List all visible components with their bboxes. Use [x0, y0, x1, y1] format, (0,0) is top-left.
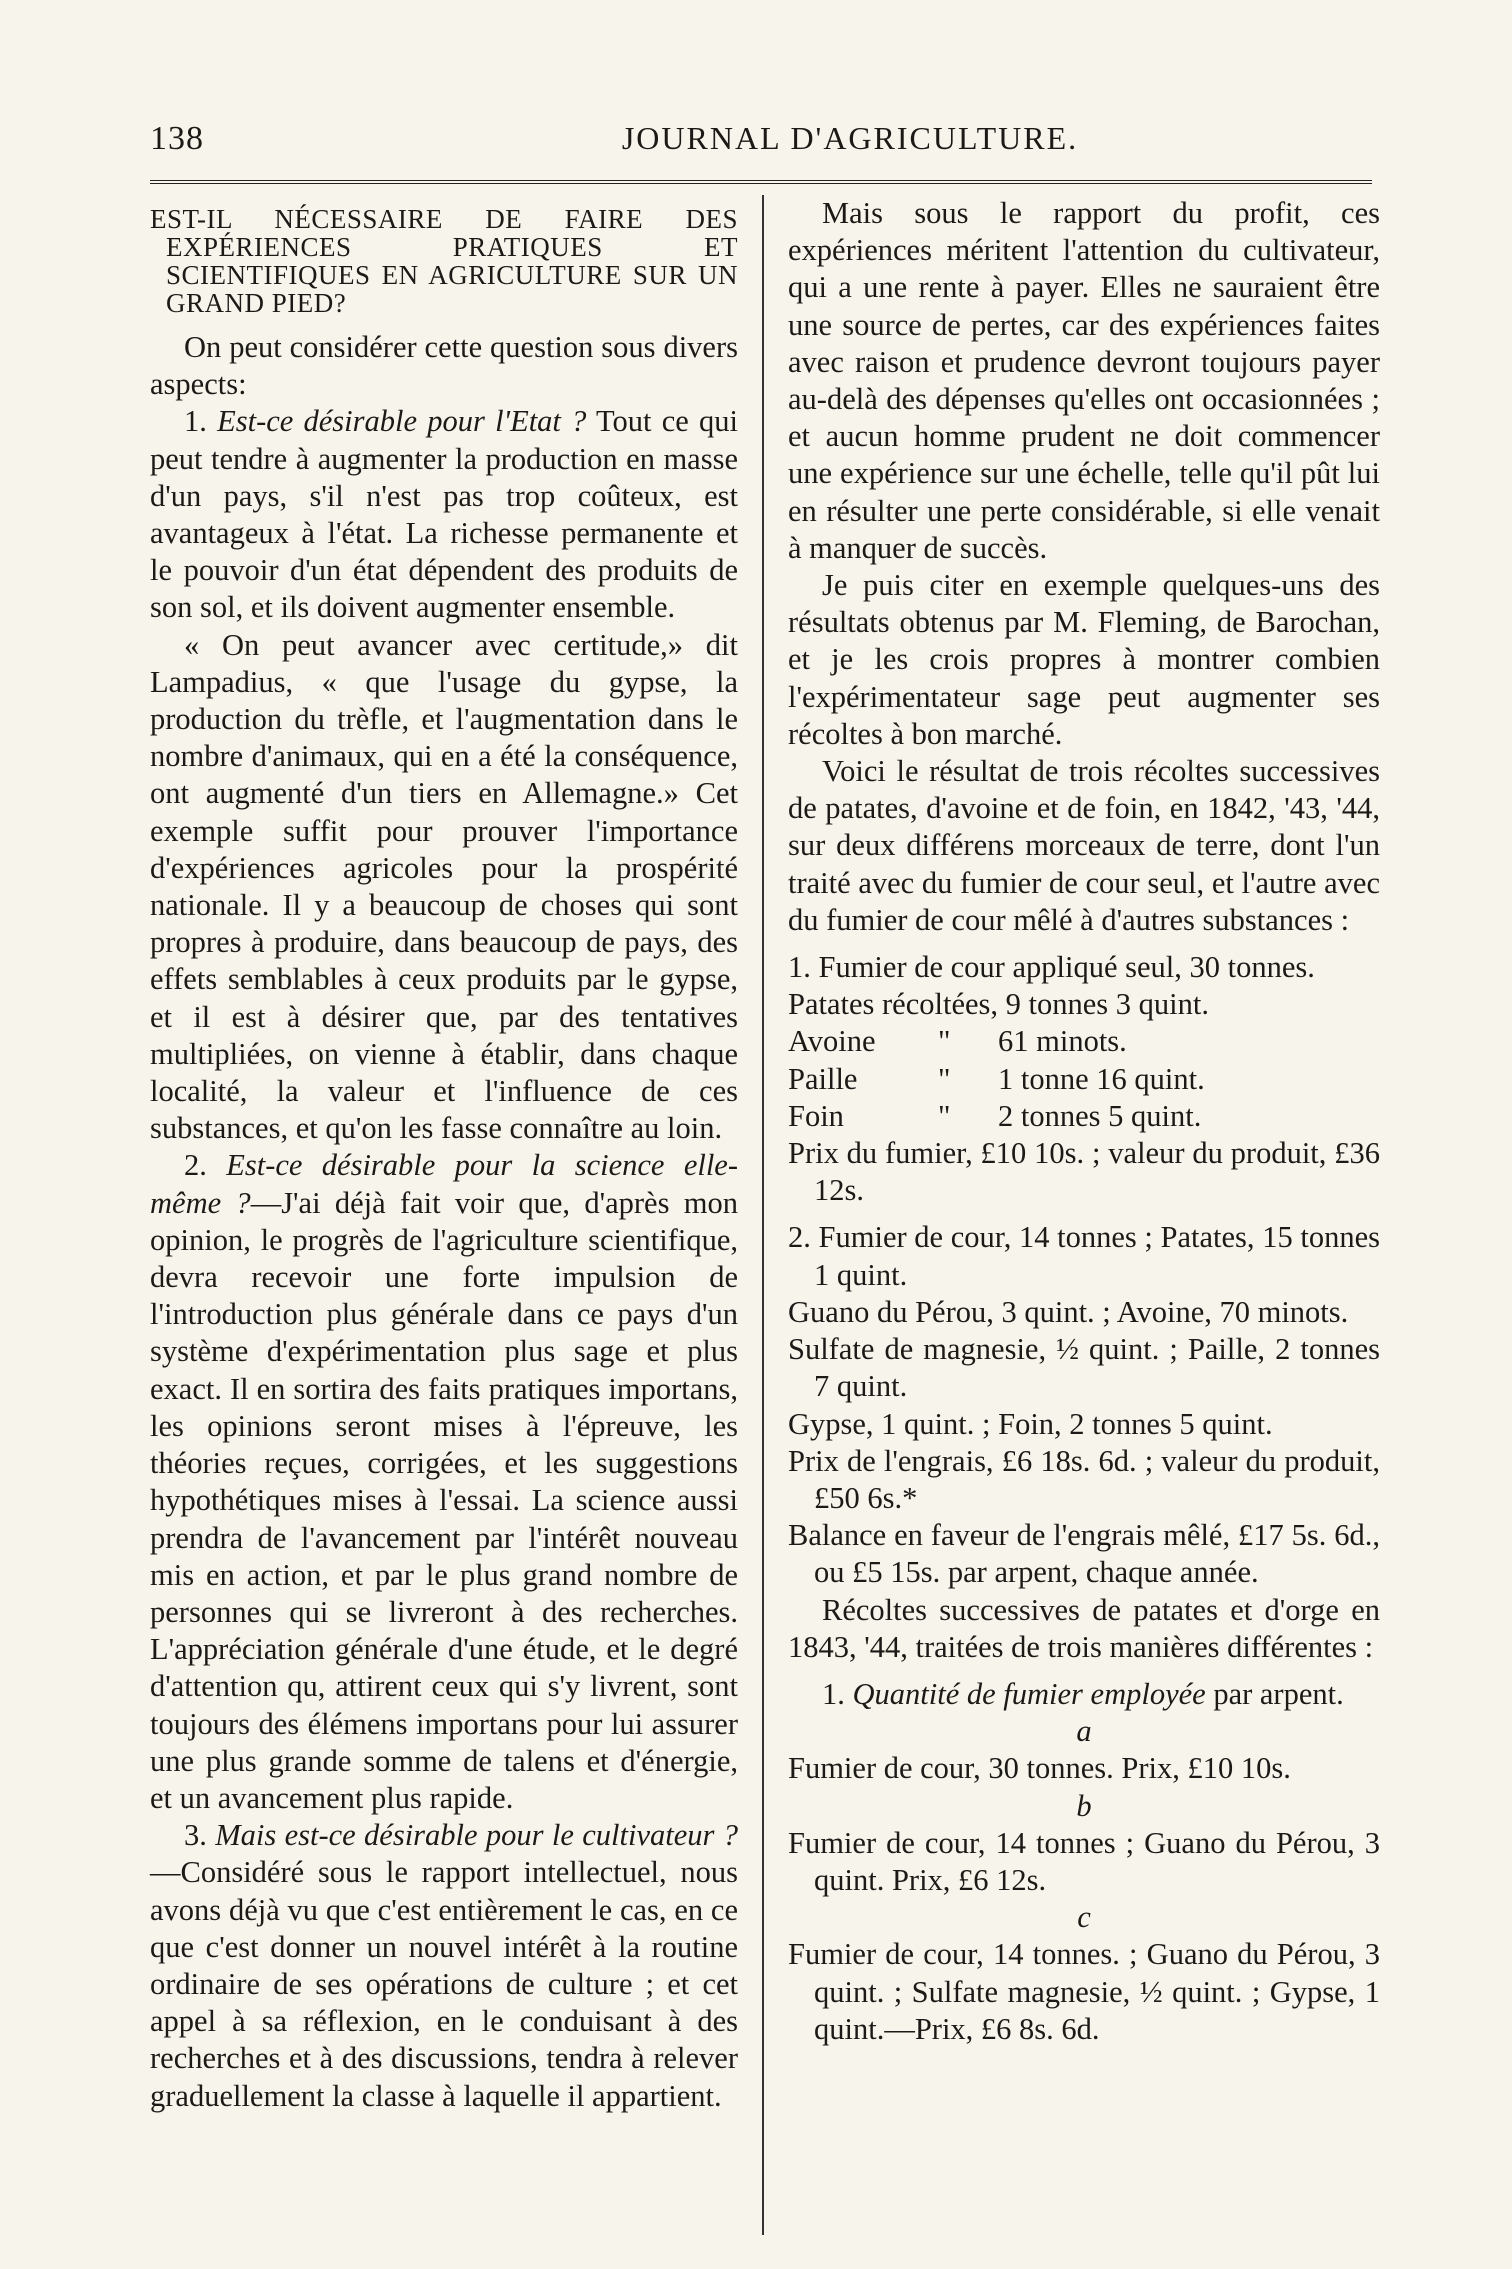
section-number: 3. [184, 1818, 216, 1853]
crop-line: Patates récoltées, 9 tonnes 3 quint. [788, 987, 1209, 1022]
paragraph: On peut considérer cette question sous divers aspects: [150, 330, 738, 402]
variant-letter: a [1076, 1714, 1092, 1749]
ditto-mark: " [938, 1061, 951, 1096]
crop-value: 2 tonnes 5 quint. [998, 1098, 1202, 1133]
page-header [150, 112, 1380, 172]
variant-text: Fumier de cour, 14 tonnes. ; Guano du Pérou, 3 quint. ; Sulfate magnesie, ½ quint. ; Gypse, 1 quint.—Prix, £6 8s. 6d. [788, 1937, 1380, 2046]
crop-row [788, 1023, 1380, 1060]
list-item: 2. Fumier de cour, 14 tonnes ; Patates, 15 tonnes 1 quint. [788, 1220, 1380, 1292]
list-item: Gypse, 1 quint. ; Foin, 2 tonnes 5 quint. [788, 1406, 1273, 1441]
crop-name: Foin [788, 1098, 844, 1133]
section-title: Quantité de fumier employée [852, 1676, 1206, 1711]
paragraph-text: —J'ai déjà fait voir que, d'après mon opinion, le progrès de l'agriculture scientifique, devra recevoir une forte impulsion de l'introduction plus générale dans ce pays d'un système d'expérimentation plus sage et plus exact. Il en sortira des faits pratiques importans, les opinions seront mises à l'épreuve, les théories reçues, corrigées, et les suggestions hypothétiques mises à l'essai. La science aussi prendra de l'avancement par l'intérêt nouveau mis en action, et par le plus grand nombre de personnes qui se livreront à des recherches. L'appréciation générale d'une étude, et le degré d'attention qu, attirent ceux qui s'y livrent, sont toujours des élémens importans pour lui assurer une plus grande somme de talens et d'énergie, et un avancement plus rapide. [150, 1185, 738, 1815]
section-title: Est-ce désirable pour l'Etat ? [217, 404, 587, 439]
ditto-mark: " [938, 1024, 951, 1059]
balance-line: Balance en faveur de l'engrais mêlé, £17 5s. 6d., ou £5 15s. par arpent, chaque année. [788, 1518, 1380, 1590]
variant-letter: b [1076, 1788, 1092, 1823]
left-column [150, 195, 738, 2115]
price-line: Prix de l'engrais, £6 18s. 6d. ; valeur du produit, £50 6s.* [788, 1443, 1380, 1515]
right-column [788, 195, 1380, 2048]
running-head: JOURNAL D'AGRICULTURE. [621, 120, 1079, 156]
crop-value: 61 minots. [998, 1024, 1127, 1059]
section-number: 1. [822, 1676, 853, 1711]
variant-text: Fumier de cour, 30 tonnes. Prix, £10 10s. [788, 1751, 1291, 1786]
crop-name: Avoine [788, 1024, 876, 1059]
crop-name: Paille [788, 1061, 858, 1096]
paragraph: Mais sous le rapport du profit, ces expériences méritent l'attention du cultivateur, qui a une rente à payer. Elles ne sauraient être une source de pertes, car des expériences faites avec raison et prudence devront toujours payer au-delà des dépenses qu'elles ont occasionnées ; et aucun homme prudent ne doit commencer une expérience sur une échelle, telle qu'il pût lui en résulter une perte considérable, si elle venait à manquer de succès. [788, 196, 1380, 565]
crop-row [788, 1061, 1380, 1098]
crop-row [788, 1098, 1380, 1135]
paragraph: Récoltes successives de patates et d'orge en 1843, '44, traitées de trois manières différentes : [788, 1592, 1380, 1664]
page-number: 138 [150, 120, 204, 157]
price-line: Prix du fumier, £10 10s. ; valeur du produit, £36 12s. [788, 1136, 1380, 1208]
section-title: Est-ce désirable pour la science elle-même ? [150, 1148, 738, 1220]
paragraph: Voici le résultat de trois récoltes successives de patates, d'avoine et de foin, en 1842, '43, '44, sur deux différens morceaux de terre, dont l'un traité avec du fumier de cour seul, et l'autre avec du fumier de cour mêlé à d'autres substances : [788, 754, 1380, 937]
variant-letter: c [1077, 1900, 1091, 1935]
section-number: 2. [184, 1148, 227, 1183]
ditto-mark: " [938, 1098, 951, 1133]
crop-value: 1 tonne 16 quint. [998, 1061, 1205, 1096]
paragraph [150, 1147, 738, 1817]
paragraph: Je puis citer en exemple quelques-uns des résultats obtenus par M. Fleming, de Barochan, et je les crois propres à montrer combien l'expérimentateur sage peut augmenter ses récoltes à bon marché. [788, 568, 1380, 751]
list-item: Sulfate de magnesie, ½ quint. ; Paille, 2 tonnes 7 quint. [788, 1332, 1380, 1404]
section-number: 1. [184, 404, 218, 439]
paragraph-text: —Considéré sous le rapport intellectuel, nous avons déjà vu que c'est entièrement le cas, en ce que c'est donner un nouvel intérêt à la routine ordinaire de ses opérations de culture ; et cet appel à sa réflexion, en le conduisant à des recherches et à des discussions, tendra à relever graduellement la classe à laquelle il appartient. [150, 1855, 738, 2113]
article-heading: EST-IL NÉCESSAIRE DE FAIRE DES EXPÉRIENCES PRATIQUES ET SCIENTIFIQUES EN AGRICULTURE SUR UN GRAND PIED? [150, 204, 738, 318]
header-rule [150, 180, 1372, 184]
section-title: Mais est-ce désirable pour le cultivateur ? [215, 1818, 738, 1853]
paragraph [150, 1817, 738, 2115]
variant-text: Fumier de cour, 14 tonnes ; Guano du Pérou, 3 quint. Prix, £6 12s. [788, 1825, 1380, 1897]
paragraph: « On peut avancer avec certitude,» dit Lampadius, « que l'usage du gypse, la production du trèfle, et l'augmentation dans le nombre d'animaux, qui en a été la conséquence, ont augmenté d'un tiers en Allemagne.» Cet exemple suffit pour prouver l'importance d'expériences agricoles pour la prospérité nationale. Il y a beaucoup de choses qui sont propres à produire, dans beaucoup de pays, des effets semblables à ceux produits par le gypse, et il est à désirer que, par des tentatives multipliées, on vienne à établir, dans chaque localité, la valeur et l'influence de ces substances, et qu'on les fasse connaître au loin. [150, 627, 738, 1146]
list-item [788, 1676, 1380, 1713]
column-divider [762, 195, 764, 2235]
paragraph [150, 403, 738, 626]
paragraph-text: par arpent. [1205, 1676, 1344, 1711]
list-item: 1. Fumier de cour appliqué seul, 30 tonnes. [788, 950, 1315, 985]
list-item: Guano du Pérou, 3 quint. ; Avoine, 70 minots. [788, 1294, 1349, 1329]
paragraph-text: Tout ce qui peut tendre à augmenter la production en masse d'un pays, s'il n'est pas trop coûteux, est avantageux à l'état. La richesse permanente et le pouvoir d'un état dépendent des produits de son sol, et ils doivent augmenter ensemble. [150, 404, 738, 625]
